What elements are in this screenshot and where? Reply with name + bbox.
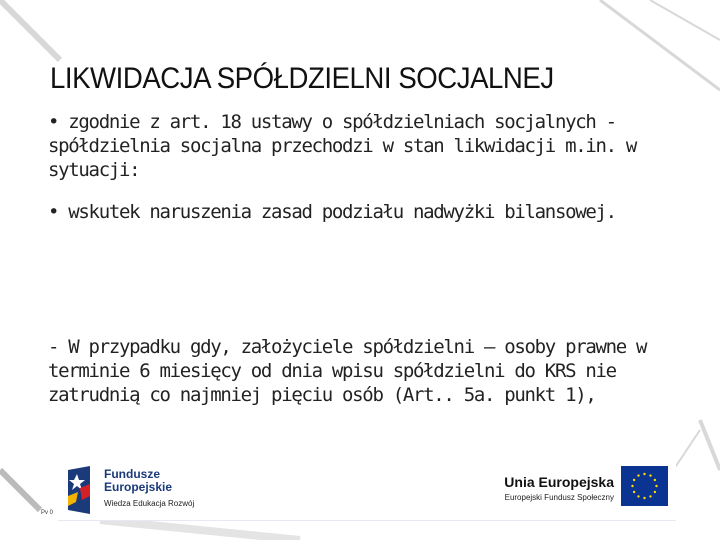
- logo-bar: [58, 458, 676, 521]
- fe-subtitle: Wiedza Edukacja Rozwój: [104, 499, 195, 508]
- eu-star-icon: [637, 495, 639, 497]
- eu-flag-icon: [621, 466, 668, 506]
- eu-star-icon: [643, 473, 645, 475]
- eu-star-icon: [633, 479, 635, 481]
- paragraph-intro: • zgodnie z art. 18 ustawy o spółdzielniach socjalnych - spółdzielnia socjalna przechodzi w stan likwidacji m.in. w sytuacji:: [48, 111, 637, 181]
- fe-line1: Fundusze: [104, 467, 160, 481]
- footer-note: Pv 0: [41, 510, 54, 516]
- slide-title: LIKWIDACJA SPÓŁDZIELNI SOCJALNEJ: [50, 62, 554, 95]
- eu-star-icon: [649, 495, 651, 497]
- eu-star-icon: [654, 479, 656, 481]
- ue-title: Unia Europejska: [504, 474, 614, 490]
- ue-subtitle: Europejski Fundusz Społeczny: [504, 493, 614, 502]
- fundusze-europejskie-logo: [64, 466, 194, 514]
- fe-line2: Europejskie: [104, 480, 173, 494]
- eu-star-icon: [654, 491, 656, 493]
- eu-star-icon: [655, 485, 657, 487]
- paragraph-case: - W przypadku gdy, założyciele spółdzielni – osoby prawne w terminie 6 miesięcy od dnia wpisu spółdzielni do KRS nie zatrudnią co najmniej pięciu osób (Art.. 5a. punkt 1),: [48, 336, 647, 406]
- paragraph-bullet: • wskutek naruszenia zasad podziału nadwyżki bilansowej.: [48, 201, 616, 223]
- eu-star-icon: [633, 491, 635, 493]
- eu-star-icon: [637, 474, 639, 476]
- fe-emblem-icon: [64, 466, 92, 514]
- eu-star-icon: [631, 485, 633, 487]
- eu-star-icon: [643, 497, 645, 499]
- ue-text: [504, 474, 614, 502]
- eu-star-icon: [649, 474, 651, 476]
